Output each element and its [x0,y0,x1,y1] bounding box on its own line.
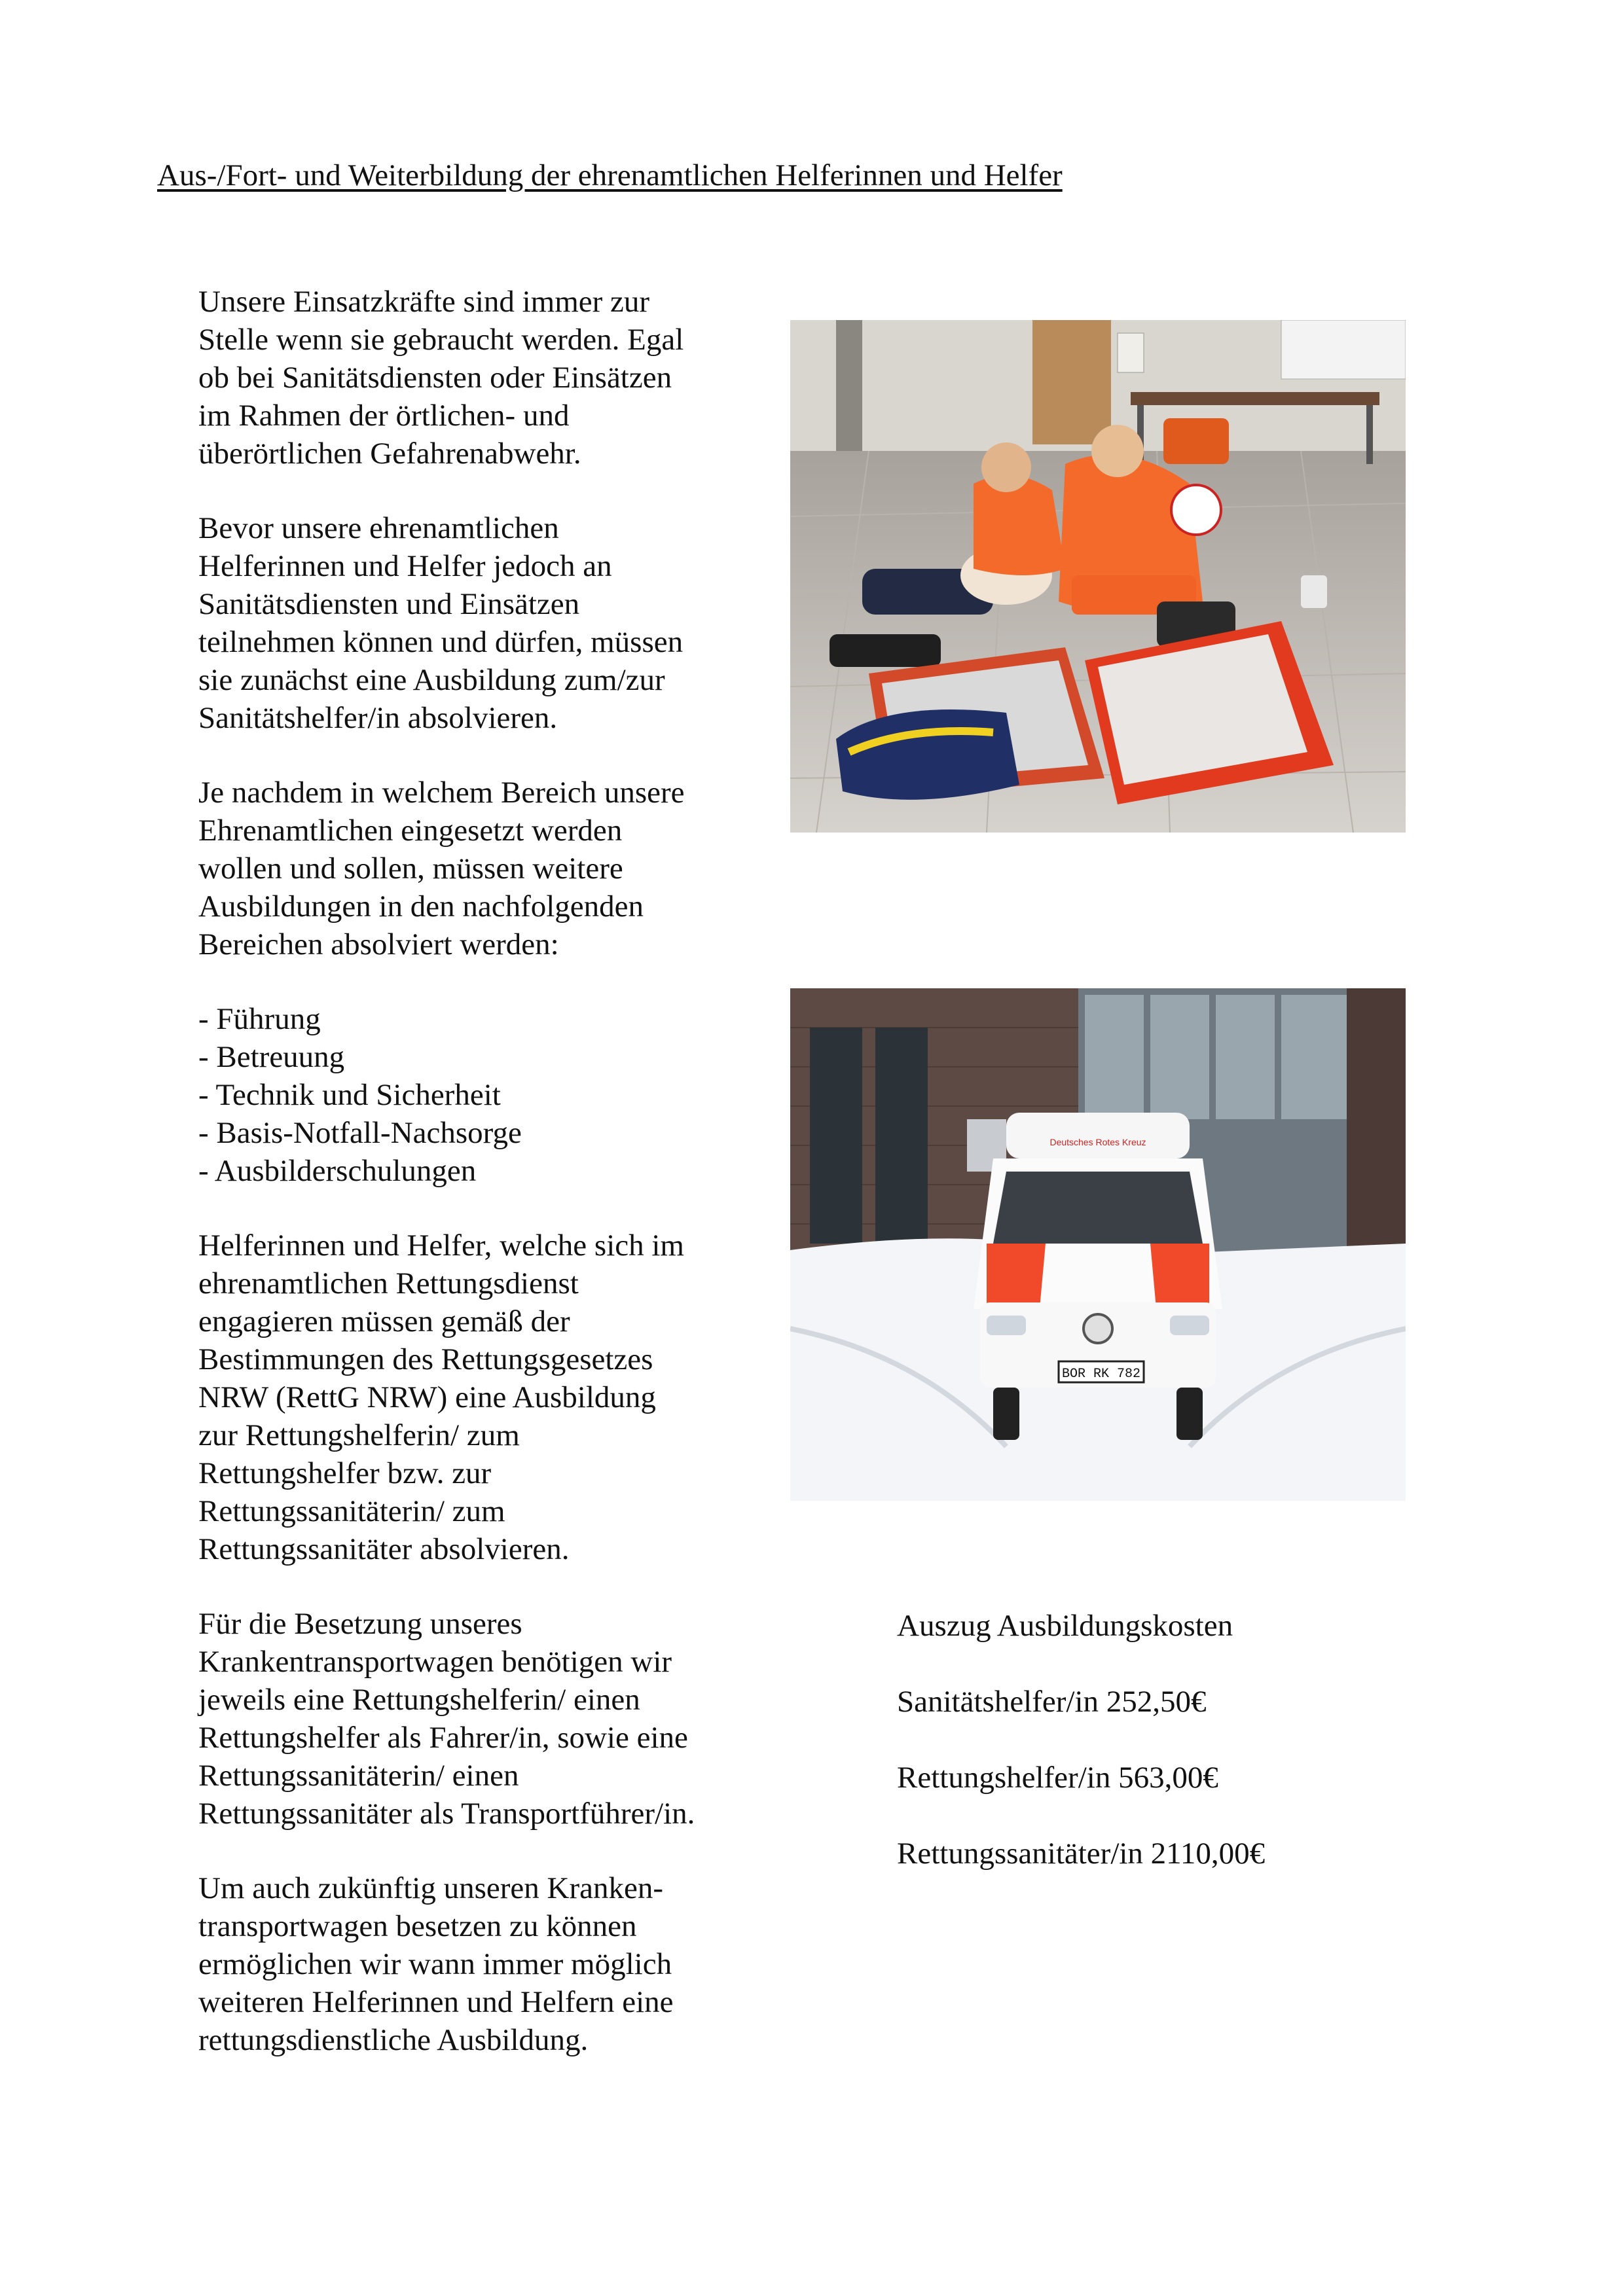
text-line: sie zunächst eine Ausbildung zum/zur [198,663,665,697]
paragraph-areas [198,774,761,963]
text-line: Bereichen absolviert werden: [198,927,559,961]
text-line: Rettungssanitäter absolvieren. [198,1532,570,1566]
text-line: Ehrenamtlichen eingesetzt werden [198,814,623,848]
list-item: - Basis-Notfall-Nachsorge [198,1116,522,1150]
text-line: zur Rettungshelferin/ zum [198,1418,520,1452]
text-line: engagieren müssen gemäß der [198,1304,570,1338]
text-line: Je nachdem in welchem Bereich unsere [198,776,685,810]
text-line: Rettungshelfer als Fahrer/in, sowie eine [198,1721,688,1755]
cost-item: Sanitätshelfer/in 252,50€ [897,1685,1207,1719]
paragraph-staffing [198,1605,761,1833]
text-line: Helferinnen und Helfer, welche sich im [198,1229,684,1263]
text-line: transportwagen besetzen zu können [198,1909,637,1943]
costs-heading: Auszug Ausbildungskosten [897,1609,1233,1643]
text-line: Bestimmungen des Rettungsgesetzes [198,1342,653,1376]
paragraph-training [198,509,761,737]
text-line: Ausbildungen in den nachfolgenden [198,889,644,924]
list-item: - Führung [198,1002,321,1036]
text-line: weiteren Helferinnen und Helfern eine [198,1985,674,2019]
text-line: Für die Besetzung unseres [198,1607,522,1641]
text-line: Um auch zukünftig unseren Kranken- [198,1871,663,1905]
text-line: wollen und sollen, müssen weitere [198,852,623,886]
text-line: Krankentransportwagen benötigen wir [198,1645,672,1679]
text-line: teilnehmen können und dürfen, müssen [198,625,684,659]
list-item: - Betreuung [198,1040,345,1074]
paragraph-rescue-service [198,1227,761,1568]
text-line: Rettungssanitäterin/ zum [198,1494,505,1528]
text-line: überörtlichen Gefahrenabwehr. [198,437,581,471]
ambulance-banner-text: Deutsches Rotes Kreuz [1049,1137,1146,1147]
ambulance-photo [790,988,1406,1501]
paragraph-intro [198,283,761,473]
text-line: ehrenamtlichen Rettungsdienst [198,1266,579,1300]
text-line: Stelle wenn sie gebraucht werden. Egal [198,323,684,357]
paragraph-future [198,1869,761,2059]
text-line: ermöglichen wir wann immer möglich [198,1947,672,1981]
text-line: Bevor unsere ehrenamtlichen [198,511,559,545]
text-line: NRW (RettG NRW) eine Ausbildung [198,1380,656,1414]
text-line: Rettungssanitäter als Transportführer/in. [198,1797,695,1831]
text-line: Sanitätshelfer/in absolvieren. [198,701,558,735]
list-item: - Ausbilderschulungen [198,1154,477,1188]
text-line: im Rahmen der örtlichen- und [198,399,570,433]
cost-item: Rettungssanitäter/in 2110,00€ [897,1837,1266,1871]
text-line: Unsere Einsatzkräfte sind immer zur [198,285,650,319]
license-plate-text: BOR RK 782 [1061,1367,1141,1382]
training-photo [790,320,1406,833]
ambulance-photo-illustration [790,988,1406,1501]
text-line: Rettungshelfer bzw. zur [198,1456,492,1490]
training-areas-list [198,1000,761,1190]
page-title: Aus-/Fort- und Weiterbildung der ehrenamtlichen Helferinnen und Helfer [157,158,1063,192]
training-costs [897,1607,1265,1910]
text-line: rettungsdienstliche Ausbildung. [198,2023,589,2057]
main-text-column [198,283,761,2096]
text-line: jeweils eine Rettungshelferin/ einen [198,1683,640,1717]
list-item: - Technik und Sicherheit [198,1078,501,1112]
text-line: ob bei Sanitätsdiensten oder Einsätzen [198,361,672,395]
training-photo-illustration [790,320,1406,833]
text-line: Helferinnen und Helfer jedoch an [198,549,612,583]
cost-item: Rettungshelfer/in 563,00€ [897,1761,1218,1795]
text-line: Rettungssanitäterin/ einen [198,1759,519,1793]
text-line: Sanitätsdiensten und Einsätzen [198,587,580,621]
